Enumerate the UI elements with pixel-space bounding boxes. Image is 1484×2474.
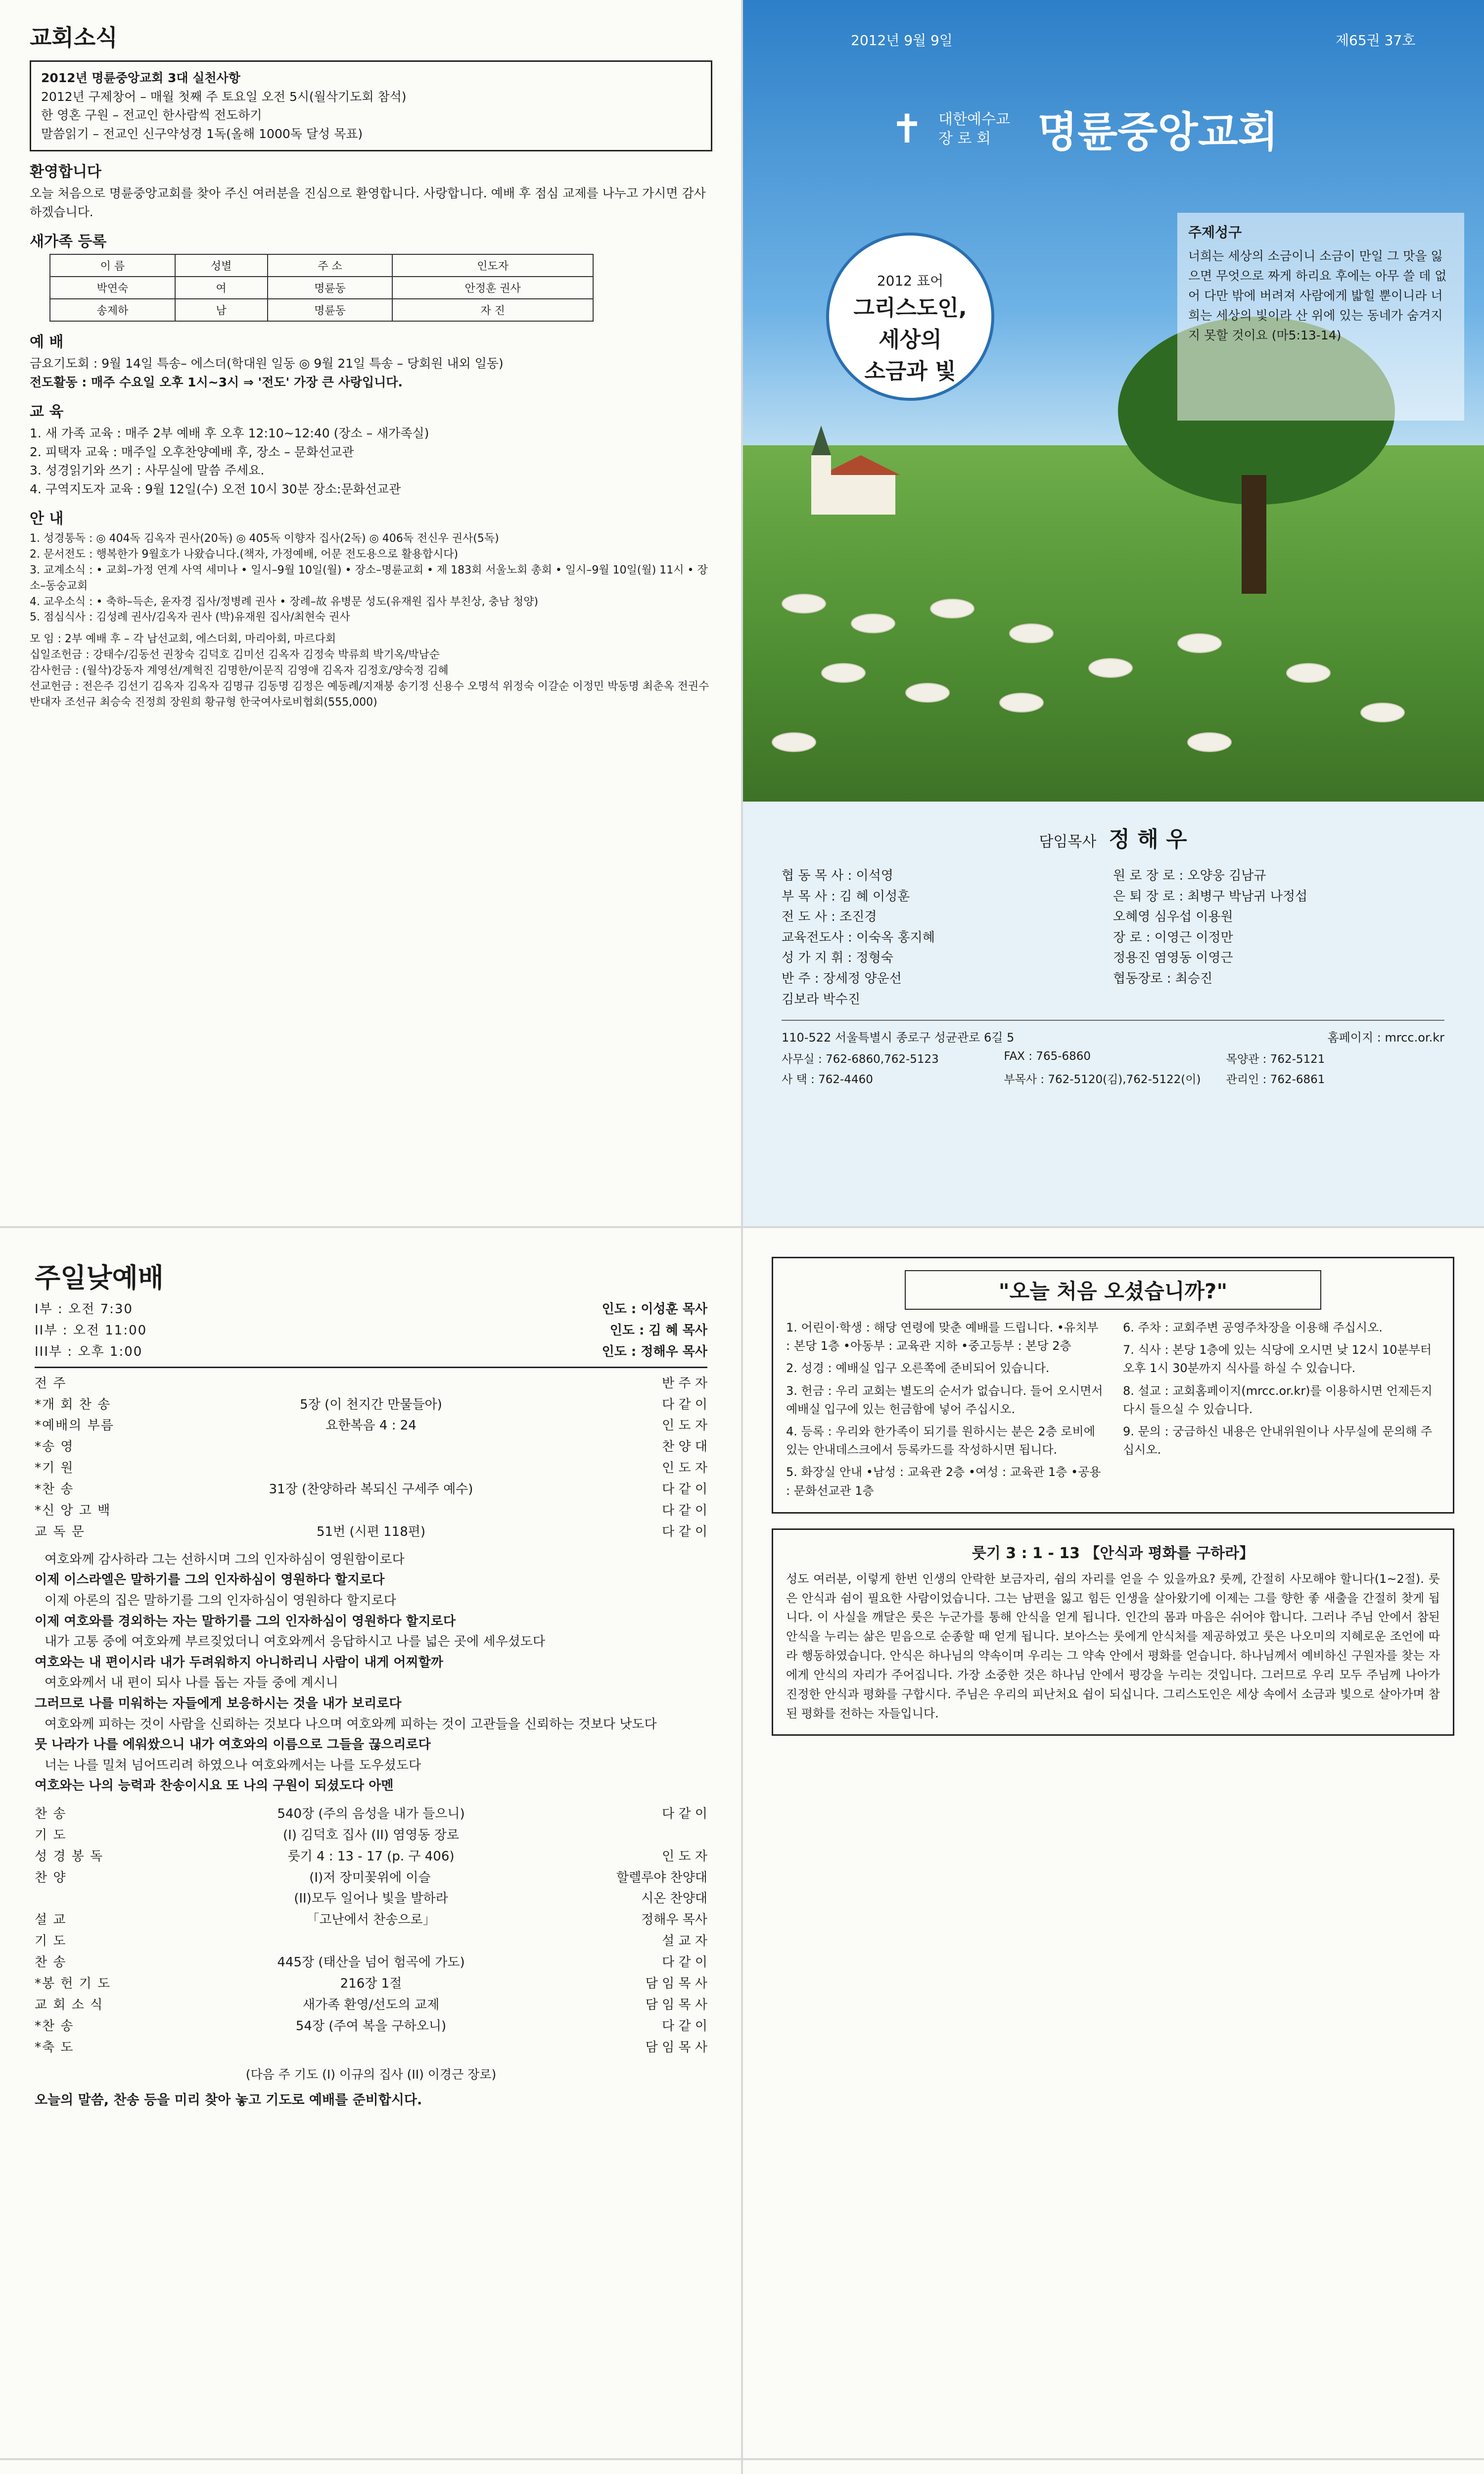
order-item: 기 도 xyxy=(35,1934,67,1949)
order-leader: 설 교 자 xyxy=(662,1934,707,1949)
visitor-item: 3. 헌금 : 우리 교회는 별도의 순서가 없습니다. 들어 오시면서 예배실 입구에 있는 헌금함에 넣어 주십시오. xyxy=(786,1383,1103,1416)
order-content: 216장 1절 xyxy=(340,1976,402,1992)
sheep-image xyxy=(1177,633,1222,653)
order-item: 찬 송 xyxy=(35,1955,67,1970)
staff-row xyxy=(782,907,1444,928)
visitor-title: "오늘 처음 오셨습니까?" xyxy=(905,1270,1321,1310)
education-line: 2. 피택자 교육 : 매주일 오후찬양예배 후, 장소 – 문화선교관 xyxy=(30,444,354,459)
staff-left: 성 가 지 휘 : 정형숙 xyxy=(782,951,893,966)
service-time: II부 : 오전 11:00 xyxy=(35,1323,147,1338)
service-time: III부 : 오후 1:00 xyxy=(35,1344,143,1359)
guide-line: 3. 교계소식 : • 교회–가정 연계 사역 세미나 • 일시–9월 10일(월) • 장소–명륜교회 • 제 183회 서울노회 총회 • 일시–9월 10일(월) 11시 • 장소–동숭교회 xyxy=(30,564,708,592)
order-content xyxy=(124,1931,618,1952)
order-item: 교 회 소 식 xyxy=(35,1997,104,2012)
order-leader: 다 같 이 xyxy=(662,1955,707,1970)
order-item: *기 원 xyxy=(35,1461,74,1476)
offering-line: 십일조헌금 : 강태수/김동선 권창숙 김덕호 김미선 김옥자 김정숙 박류희 박기옥/박남순 xyxy=(30,649,440,662)
visitor-item: 6. 주차 : 교회주변 공영주차장을 이용해 주십시오. xyxy=(1123,1321,1383,1334)
sermon-text: 성도 여러분, 이렇게 한번 인생의 안락한 보금자리, 쉼의 자리를 얻을 수 있을까요? 룻께, 간절히 사모해야 할니다(1~2절). 룻은 안식과 쉼이 필요한 사람이었습니다. 그는 남편을 잃고 힘든 인생을 살아왔기에 이제는 그를 향한 좋 새출을 간절히 찾게 됩니다. 이 사실을 깨달은 룻은 누군가를 통해 안식을 얻게 됩니다. 인간의 몸과 마음은 쉬어야 합니다. 그러나 주님 안에서 참된 안식을 누리는 삶은 믿음으로 순종할 때 얻게 됩니다. 보아스는 룻에게 안식처를 제공하였고 룻은 나오미의 지혜로운 조언에 따라 행동하였습니다. 안식은 하나님의 약속이며 우리는 그 약속 안에서 평화를 얻습니다. 하나님께서 예비하신 구원자를 찾는 자에게 안식의 자리가 주어집니다. 가장 소중한 것은 하나님 안에서 평강을 누리는 것입니다. 그러므로 우리 모두 주님께 나아가 진정한 안식과 평화를 구합시다. 주님은 우리의 피난처요 쉼이 되십니다. 그리스도인은 세상 속에서 소금과 빛으로 살아가며 참된 평화를 전하는 자들입니다. xyxy=(786,1571,1440,1720)
education-line: 4. 구역지도자 교육 : 9월 12일(수) 오전 10시 30분 장소:문화선교관 xyxy=(30,481,401,496)
order-row xyxy=(35,1415,707,1436)
phone-number: 목양관 : 762-5121 xyxy=(1226,1053,1325,1066)
order-content: 룻기 4 : 13 - 17 (p. 구 406) xyxy=(287,1849,455,1864)
welcome-text: 오늘 처음으로 명륜중앙교회를 찾아 주신 여러분을 진심으로 환영합니다. 사랑합니다. 예배 후 점심 교제를 나누고 가시면 감사하겠습니다. xyxy=(30,186,706,219)
order-row xyxy=(35,1458,707,1479)
order-row xyxy=(35,1373,707,1394)
education-line: 1. 새 가족 교육 : 매주 2부 예배 후 오후 12:10~12:40 (장소 – 새가족실) xyxy=(30,426,429,440)
notices-title: 교회소식 xyxy=(30,24,118,51)
table-cell: 송제하 xyxy=(50,299,175,321)
order-content: 요한복음 4 : 24 xyxy=(325,1418,417,1433)
reading-line: 여호와는 내 편이시라 내가 두려워하지 아니하리니 사람이 내게 어찌할까 xyxy=(35,1655,443,1670)
worship-line: 금요기도회 : 9월 14일 특송– 에스더(학대원 일동 ◎ 9월 21일 특송 – 당회원 내외 일동) xyxy=(30,356,504,371)
reading-line: 그러므로 나를 미워하는 자들에게 보응하시는 것을 내가 보리로다 xyxy=(35,1696,402,1711)
staff-left: 반 주 : 장세정 양운선 xyxy=(782,971,902,986)
order-row xyxy=(35,1995,707,2016)
order-content: (I) 김덕호 집사 (II) 염영동 장로 xyxy=(282,1827,460,1843)
reading-line: 내가 고통 중에 여호와께 부르짖었더니 여호와께서 응답하시고 나를 넓은 곳에 세우셨도다 xyxy=(45,1634,545,1650)
reading-line: 여호와께 감사하라 그는 선하시며 그의 인자하심이 영원함이로다 xyxy=(45,1552,405,1567)
phone-number: 사무실 : 762-6860,762-5123 xyxy=(782,1053,939,1066)
pastor-name: 정 해 우 xyxy=(1109,827,1187,852)
table-row xyxy=(50,277,593,299)
sunday-order-list-2 xyxy=(35,1804,707,2058)
church-name: 명륜중앙교회 xyxy=(1037,108,1278,156)
motto-year: 2012 표어 xyxy=(877,273,944,289)
issue-date: 2012년 9월 9일 xyxy=(851,32,953,48)
service-time: I부 : 오전 7:30 xyxy=(35,1302,133,1317)
reading-line: 이제 아론의 집은 말하기를 그의 인자하심이 영원하다 할지로다 xyxy=(45,1593,396,1608)
visitor-panel xyxy=(742,1227,1484,2459)
order-leader: 다 같 이 xyxy=(662,1806,707,1821)
sheep-image xyxy=(782,594,826,614)
sheep-image xyxy=(772,732,816,752)
staff-left: 김보라 박수진 xyxy=(782,992,860,1007)
practice-item: 2012년 구제창어 – 매월 첫째 주 토요일 오전 5시(월삭기도회 참석) xyxy=(41,89,407,104)
order-row xyxy=(35,1867,707,1889)
order-row xyxy=(35,1973,707,1995)
order-row xyxy=(35,1436,707,1458)
order-row xyxy=(35,1804,707,1825)
reading-line: 뭇 나라가 나를 에워쌌으니 내가 여호와의 이름으로 그들을 끊으리로다 xyxy=(35,1737,431,1753)
order-leader: 인 도 자 xyxy=(662,1461,707,1476)
order-leader: 반 주 자 xyxy=(662,1376,707,1391)
phone-number: 사 택 : 762-4460 xyxy=(782,1073,873,1087)
order-leader: 다 같 이 xyxy=(662,1524,707,1539)
evening-panel xyxy=(0,2459,742,2474)
visitor-items xyxy=(786,1319,1440,1500)
order-item: 찬 송 xyxy=(35,1806,67,1821)
sunday-order-list xyxy=(35,1373,707,1543)
table-cell: 남 xyxy=(175,299,268,321)
theme-verse-box xyxy=(1177,213,1464,421)
order-content: 31장 (찬양하라 복되신 구세주 예수) xyxy=(269,1482,473,1497)
order-leader: 다 같 이 xyxy=(662,1482,707,1497)
motto-line: 세상의 xyxy=(879,327,942,352)
sheep-image xyxy=(930,599,974,618)
new-members-table xyxy=(49,254,594,322)
order-row xyxy=(35,2016,707,2037)
order-content: 445장 (태산을 넘어 험곡에 가도) xyxy=(277,1955,465,1970)
sheep-image xyxy=(905,683,950,703)
staff-right: 장 로 : 이영근 이정만 xyxy=(1113,930,1233,945)
order-item: *예배의 부름 xyxy=(35,1418,114,1433)
table-cell: 여 xyxy=(175,277,268,299)
calendar-panel xyxy=(742,2459,1484,2474)
staff-row xyxy=(782,990,1444,1010)
sheep-image xyxy=(851,614,895,633)
order-content xyxy=(124,1436,618,1458)
order-row xyxy=(35,1846,707,1867)
sheep-image xyxy=(1187,732,1232,752)
order-content: (I)저 장미꽃위에 이슬 xyxy=(309,1870,431,1885)
order-row xyxy=(35,2037,707,2058)
new-members-title: 새가족 등록 xyxy=(30,233,107,250)
order-leader: 담 임 목 사 xyxy=(645,1976,707,1992)
order-leader: 인 도 자 xyxy=(662,1849,707,1864)
order-leader: 다 같 이 xyxy=(662,1503,707,1519)
motto-line: 그리스도인, xyxy=(853,295,967,321)
homepage-link[interactable]: 홈페이지 : mrcc.or.kr xyxy=(1327,1031,1444,1045)
denomination: 대한예수교 장 로 회 xyxy=(938,110,1010,147)
sunday-panel xyxy=(0,1227,742,2459)
sunday-title: 주일낮예배 xyxy=(35,1262,164,1293)
order-item: *찬 송 xyxy=(35,2018,74,2034)
staff-right: 원 로 장 로 : 오양웅 김남규 xyxy=(1113,868,1266,883)
staff-row xyxy=(782,887,1444,907)
phone-number: 관리인 : 762-6861 xyxy=(1226,1073,1325,1087)
order-item: *찬 송 xyxy=(35,1482,74,1497)
order-item: *신 앙 고 백 xyxy=(35,1503,111,1519)
reading-line: 이제 여호와를 경외하는 자는 말하기를 그의 인자하심이 영원하다 할지로다 xyxy=(35,1614,456,1629)
visitor-item: 1. 어린이·학생 : 해당 연령에 맞춘 예배를 드립니다. •유치부 : 본당 1층 •아동부 : 교육관 지하 •중고등부 : 본당 2층 xyxy=(786,1321,1099,1353)
table-row xyxy=(50,299,593,321)
sheep-image xyxy=(1286,663,1331,683)
order-item xyxy=(35,1888,124,1909)
table-cell: 자 진 xyxy=(392,299,593,321)
order-content: 새가족 환영/선도의 교제 xyxy=(302,1997,440,2012)
order-leader: 다 같 이 xyxy=(662,1397,707,1412)
staff-left: 교육전도사 : 이숙옥 홍지혜 xyxy=(782,930,935,945)
church-header xyxy=(890,99,1278,159)
column-divider xyxy=(741,0,743,2474)
staff-right: 협동장로 : 최승진 xyxy=(1113,971,1213,986)
guide-title: 안 내 xyxy=(30,510,64,527)
practice-item: 한 영혼 구원 – 전교인 한사람씩 전도하기 xyxy=(41,108,262,122)
order-content xyxy=(124,1458,618,1479)
tree-trunk-image xyxy=(1242,475,1266,594)
sheep-image xyxy=(999,693,1044,713)
order-leader: 찬 양 대 xyxy=(662,1439,707,1455)
notices-panel xyxy=(0,0,742,1227)
order-item: 성 경 봉 독 xyxy=(35,1849,104,1864)
order-leader: 담 임 목 사 xyxy=(645,1997,707,2012)
issue-number: 제65권 37호 xyxy=(1336,32,1416,48)
table-cell: 명륜동 xyxy=(268,277,393,299)
service-leader: 인도 : 이성훈 목사 xyxy=(602,1302,707,1317)
motto-line: 소금과 빛 xyxy=(864,359,956,384)
offering-line: 모 임 : 2부 예배 후 – 각 남선교회, 에스더회, 마리아회, 마르다회 xyxy=(30,633,336,646)
order-content: 5장 (이 천지간 만물들아) xyxy=(300,1397,442,1412)
theme-title: 주제성구 xyxy=(1188,224,1242,240)
sheep-image xyxy=(1360,703,1405,722)
education-line: 3. 성경읽기와 쓰기 : 사무실에 말씀 주세요. xyxy=(30,463,265,477)
order-row xyxy=(35,1500,707,1522)
order-item: 기 도 xyxy=(35,1827,67,1843)
order-content: 「고난에서 찬송으로」 xyxy=(306,1912,436,1928)
responsive-reading xyxy=(35,1550,707,1797)
order-row xyxy=(35,1888,707,1909)
staff-list xyxy=(782,866,1444,1010)
order-row xyxy=(35,1479,707,1500)
staff-left: 부 목 사 : 김 혜 이성훈 xyxy=(782,889,910,904)
table-header: 성별 xyxy=(175,254,268,277)
church-logo-icon: ✝ xyxy=(890,106,924,152)
guide-line: 5. 점심식사 : 김성례 권사/김옥자 권사 (박)유재원 집사/최현숙 권사 xyxy=(30,611,350,624)
education-title: 교 육 xyxy=(30,403,64,421)
visitor-item: 4. 등록 : 우리와 한가족이 되기를 원하시는 분은 2층 로비에 있는 안내데스크에서 등록카드를 작성하시면 됩니다. xyxy=(786,1424,1095,1457)
table-header: 이 름 xyxy=(50,254,175,277)
staff-right: 오혜영 심우섭 이용원 xyxy=(1113,909,1233,925)
church-building-image xyxy=(806,426,905,520)
order-item: 전 주 xyxy=(35,1376,67,1391)
staff-right: 정용진 염영동 이영근 xyxy=(1113,951,1233,966)
cover-info xyxy=(742,802,1484,1227)
table-cell: 명륜동 xyxy=(268,299,393,321)
staff-left: 협 동 목 사 : 이석영 xyxy=(782,868,893,883)
next-week-prayer: (다음 주 기도 (I) 이규의 집사 (II) 이경근 장로) xyxy=(245,2067,497,2082)
welcome-title: 환영합니다 xyxy=(30,163,101,181)
staff-right: 은 퇴 장 로 : 최병구 박남귀 나정섭 xyxy=(1113,889,1308,904)
service-leader: 인도 : 정해우 목사 xyxy=(602,1344,707,1359)
phone-list xyxy=(782,1050,1444,1087)
order-leader: 시온 찬양대 xyxy=(641,1891,707,1906)
order-item: *개 회 찬 송 xyxy=(35,1397,111,1412)
offering-line: 선교헌금 : 전은주 김선기 김옥자 김옥자 김명규 김동명 김정은 예동례/지재붕 송기정 신용수 오명석 위정숙 이갈순 이정민 박동명 최춘옥 전권수 반대자 조선규 최승숙 진정희 장원희 황규형 한국여사로비협회(555,000) xyxy=(30,680,709,709)
sermon-title: 룻기 3 : 1 - 13 【안식과 평화를 구하라】 xyxy=(972,1544,1254,1562)
staff-row xyxy=(782,866,1444,887)
table-header: 인도자 xyxy=(392,254,593,277)
staff-left: 전 도 사 : 조진경 xyxy=(782,909,877,925)
order-leader: 담 임 목 사 xyxy=(645,2040,707,2055)
order-item: *축 도 xyxy=(35,2040,74,2055)
order-row xyxy=(35,1394,707,1416)
practice-title: 2012년 명륜중앙교회 3대 실천사항 xyxy=(41,71,240,85)
visitor-item: 9. 문의 : 궁금하신 내용은 안내위원이나 사무실에 문의해 주십시오. xyxy=(1123,1424,1433,1457)
sheep-image xyxy=(1088,658,1133,678)
worship-line: 전도활동 : 매주 수요일 오후 1시~3시 ⇒ '전도' 가장 큰 사랑입니다. xyxy=(30,375,403,389)
sheep-image xyxy=(1009,623,1054,643)
order-leader: 다 같 이 xyxy=(662,2018,707,2034)
order-leader: 정해우 목사 xyxy=(641,1912,707,1928)
order-item: *봉 헌 기 도 xyxy=(35,1976,111,1992)
cover-panel xyxy=(742,0,1484,1227)
reading-line: 여호와는 나의 능력과 찬송이시요 또 나의 구원이 되셨도다 아멘 xyxy=(35,1778,394,1794)
guide-line: 2. 문서전도 : 행복한가 9월호가 나왔습니다.(책자, 가정예배, 어문 전도용으로 활용합시다) xyxy=(30,548,459,561)
motto-badge xyxy=(826,233,994,401)
order-row xyxy=(35,1825,707,1846)
table-header: 주 소 xyxy=(268,254,393,277)
service-leader: 인도 : 김 혜 목사 xyxy=(609,1323,707,1338)
row-divider xyxy=(0,1226,1484,1228)
order-content xyxy=(124,1500,618,1522)
table-cell: 안정훈 권사 xyxy=(392,277,593,299)
theme-text: 너희는 세상의 소금이니 소금이 만일 그 맛을 잃으면 무엇으로 짜게 하리요 후에는 아무 쓸 데 없어 다만 밖에 버려져 사람에게 밟힐 뿐이니라 너희는 세상의 빛이라 산 위에 있는 동네가 숨겨지지 못할 것이요 (마5:13-14) xyxy=(1188,249,1447,342)
table-cell: 박연숙 xyxy=(50,277,175,299)
order-content xyxy=(124,1373,618,1394)
visitor-item: 2. 성경 : 예배실 입구 오른쪽에 준비되어 있습니다. xyxy=(786,1361,1050,1376)
order-row xyxy=(35,1522,707,1543)
visitor-item: 5. 화장실 안내 •남성 : 교육관 2층 •여성 : 교육관 1층 •공용 : 문화선교관 1층 xyxy=(786,1465,1101,1498)
staff-row xyxy=(782,948,1444,969)
order-content xyxy=(124,2037,618,2058)
sunday-footer: 오늘의 말씀, 찬송 등을 미리 찾아 놓고 기도로 예배를 준비합시다. xyxy=(35,2093,422,2108)
order-content: 54장 (주여 복을 구하오니) xyxy=(295,2018,447,2034)
reading-line: 이제 이스라엘은 말하기를 그의 인자하심이 영원하다 할지로다 xyxy=(35,1572,385,1588)
order-row xyxy=(35,1952,707,1973)
order-row xyxy=(35,1931,707,1952)
order-item: 설 교 xyxy=(35,1912,67,1928)
order-content: (II)모두 일어나 빛을 발하라 xyxy=(294,1891,448,1906)
church-address: 110-522 서울특별시 종로구 성균관로 6길 5 xyxy=(782,1031,1015,1045)
order-row xyxy=(35,1909,707,1931)
offering-line: 감사헌금 : (월삭)강동자 계영선/계혁진 김명한/이문직 김영애 김옥자 김정호/양숙정 김혜 xyxy=(30,665,449,677)
practice-box xyxy=(30,60,712,151)
worship-title: 예 배 xyxy=(30,333,64,351)
order-leader: 할렐루야 찬양대 xyxy=(616,1870,707,1885)
phone-number: FAX : 765-6860 xyxy=(1004,1050,1091,1063)
order-leader xyxy=(618,1825,707,1846)
staff-row xyxy=(782,928,1444,949)
row-divider xyxy=(0,2458,1484,2460)
guide-line: 1. 성경통독 : ◎ 404독 김옥자 권사(20독) ◎ 405독 이향자 집사(2독) ◎ 406독 전신우 권사(5독) xyxy=(30,532,499,545)
guide-line: 4. 교우소식 : • 축하–득손, 윤자경 집사/정병례 권사 • 장례–故 유병문 성도(유재원 집사 부친상, 충남 청양) xyxy=(30,595,539,608)
staff-right xyxy=(1113,990,1444,1010)
staff-row xyxy=(782,969,1444,990)
reading-line: 너는 나를 밀쳐 넘어뜨리려 하였으나 여호와께서는 나를 도우셨도다 xyxy=(45,1758,421,1773)
visitor-item: 8. 설교 : 교회홈페이지(mrcc.or.kr)를 이용하시면 언제든지 다시 들으실 수 있습니다. xyxy=(1123,1383,1433,1416)
practice-item: 말씀읽기 – 전교인 신구약성경 1독(올해 1000독 달성 목표) xyxy=(41,126,363,141)
order-item: 찬 양 xyxy=(35,1870,67,1885)
pastor-label: 담임목사 xyxy=(1039,833,1097,851)
reading-line: 여호와께서 내 편이 되사 나를 돕는 자들 중에 계시니 xyxy=(45,1675,338,1691)
order-content: 540장 (주의 음성을 내가 들으니) xyxy=(277,1806,465,1821)
order-leader: 인 도 자 xyxy=(662,1418,707,1433)
order-item: 교 독 문 xyxy=(35,1524,85,1539)
reading-line: 여호와께 피하는 것이 사람을 신뢰하는 것보다 나으며 여호와께 피하는 것이 고관들을 신뢰하는 것보다 낫도다 xyxy=(45,1716,657,1732)
visitor-item: 7. 식사 : 본당 1층에 있는 식당에 오시면 낮 12시 10분부터 오후 1시 30분까지 식사를 하실 수 있습니다. xyxy=(1123,1343,1432,1376)
sheep-image xyxy=(821,663,866,683)
phone-number: 부목사 : 762-5120(김),762-5122(이) xyxy=(1004,1073,1201,1087)
order-content: 51번 (시편 118편) xyxy=(317,1524,425,1539)
order-item: *송 영 xyxy=(35,1439,74,1455)
